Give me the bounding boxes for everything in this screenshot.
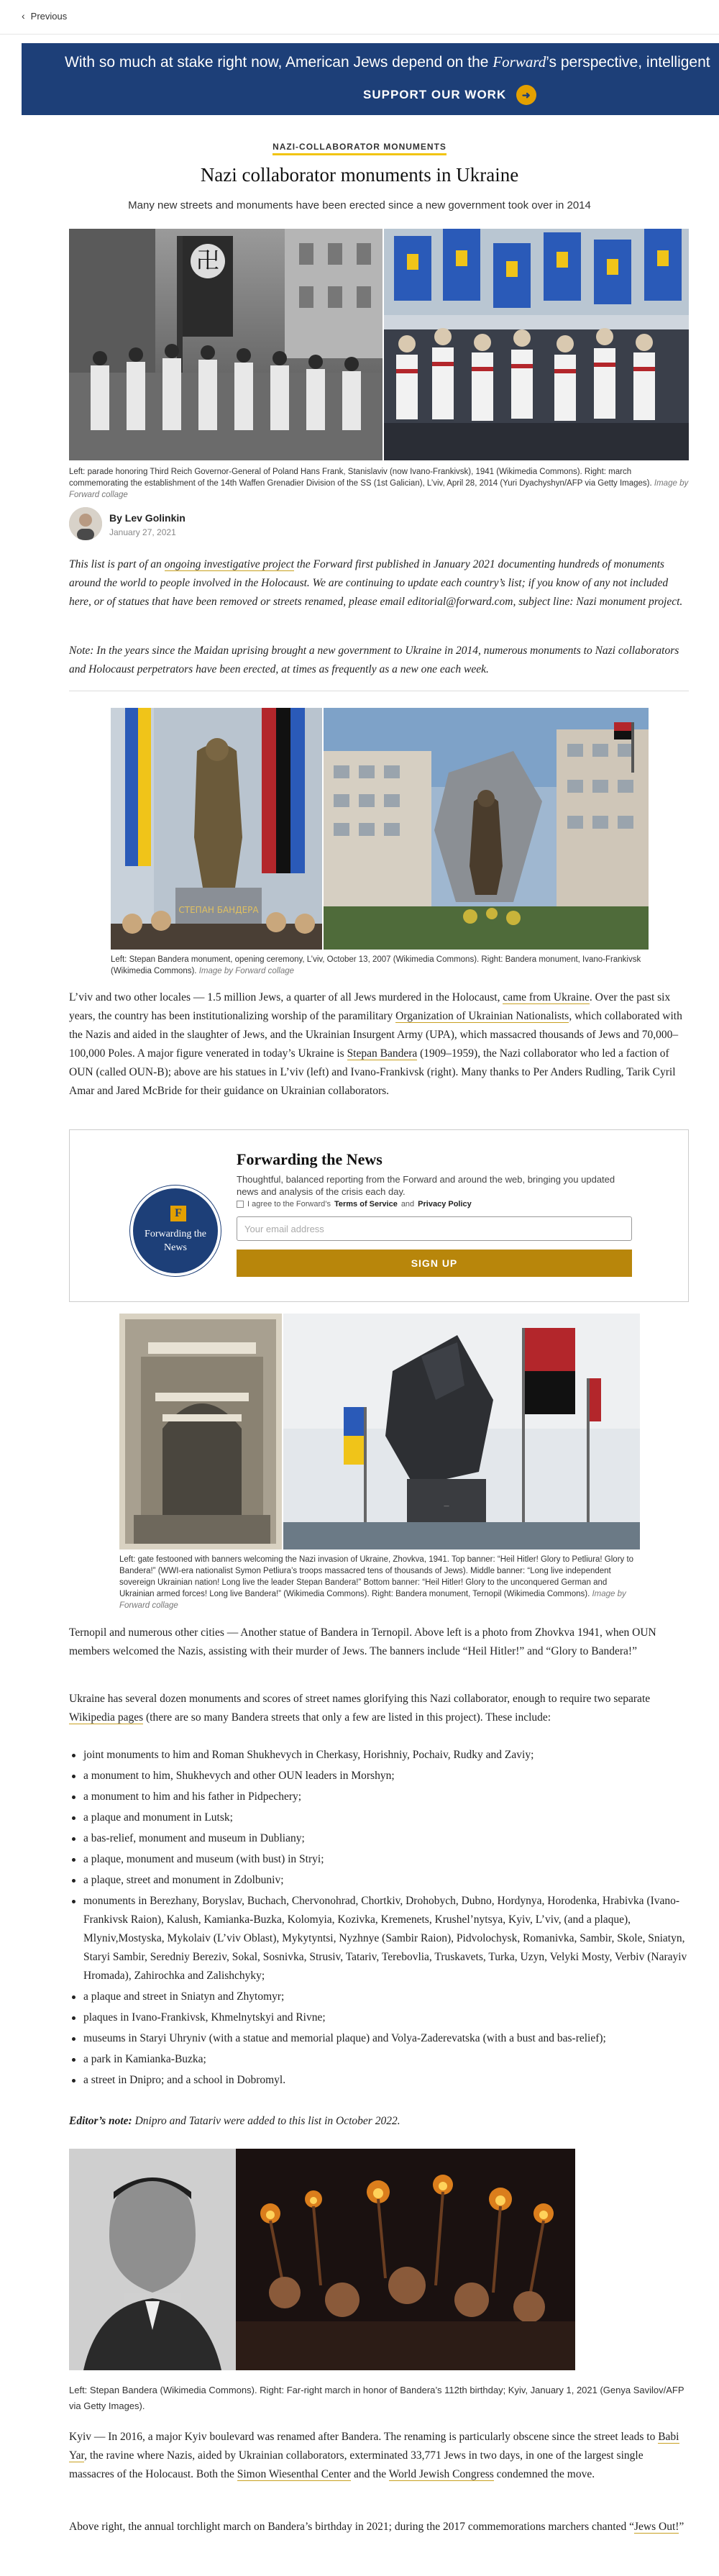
forward-logo-icon: F <box>170 1206 186 1221</box>
list-item: a monument to him and his father in Pidpechery; <box>69 1788 689 1806</box>
list-item: a park in Kamianka-Buzka; <box>69 2050 689 2069</box>
bandera-march-image <box>69 2149 575 2370</box>
world-jewish-congress-link[interactable]: World Jewish Congress <box>388 2468 494 2480</box>
newsletter-title: Forwarding the News <box>237 1150 383 1168</box>
banner-message: With so much at stake right now, American Jews depend on the Forward’s perspective, intelligent <box>65 53 710 70</box>
lviv-paragraph: L’viv and two other locales — 1.5 million Jews, a quarter of all Jews murdered in the Holocaust, came from Ukraine. Over the past six years, the country has been institutionalizing worship of the paramilitary Organization of Ukrainian Nationalists, which collaborated with the Nazis and aided in the slaughter of Jews, and the Ukrainian Insurgent Army (UPA), which massacred thousands of Jews and 70,000–100,000 Poles. A major figure venerated in today’s Ukraine is Stepan Bandera (1909–1959), the Nazi collaborator who led a faction of OUN (called OUN-B); above are his statues in L’viv (left) and Ivano-Frankivsk (right). Many thanks to Per Anders Rudling, Tarik Cyril Amar and Jared McBride for their guidance on Ukrainian collaborators. <box>69 991 682 1097</box>
came-from-ukraine-link[interactable]: came from Ukraine <box>503 991 590 1003</box>
intro-paragraph: This list is part of an ongoing investigative project the Forward first published in January 2021 documenting hundreds of monuments around the world to people involved in the Holocaust. We are continuing to update each country’s list; if you know of any not included here, or of statues that have been removed or streets renamed, please email editorial@forward.com, subject line: Nazi monument project. <box>69 558 683 608</box>
support-label: SUPPORT OUR WORK <box>363 88 507 101</box>
note-paragraph: Note: In the years since the Maidan uprising brought a new government to Ukraine in 2014, numerous monuments to Nazi collaborators and Holocaust perpetrators have been erected, at times as frequently as a new one each week. <box>69 645 679 675</box>
lead-image <box>69 229 689 460</box>
kyiv-paragraph: Kyiv — In 2016, a major Kyiv boulevard was renamed after Bandera. The renaming is particularly obscene since the street leads to Babi Yar, the ravine where Nazis, aided by Ukrainian collaborators, exterminated 33,771 Jews in two days, in one of the largest single massacres of the Holocaust. Both the Simon Wiesenthal Center and the World Jewish Congress condemned the move. <box>69 2431 679 2480</box>
torchlight-paragraph: Above right, the annual torchlight march on Bandera’s birthday in 2021; during the 2017 commemorations marchers chanted “Jews Out!” <box>69 2521 684 2533</box>
list-item: a plaque, monument and museum (with bust) in Stryi; <box>69 1850 689 1869</box>
wiesenthal-center-link[interactable]: Simon Wiesenthal Center <box>237 2468 352 2480</box>
svg-text:卍: 卍 <box>196 247 220 274</box>
author-avatar[interactable] <box>69 507 102 540</box>
babi-yar-link[interactable]: Babi Yar <box>69 2431 679 2462</box>
newsletter-signup <box>69 1129 689 1302</box>
terms-agreement: I agree to the Forward’s Terms of Service and Privacy Policy <box>237 1200 472 1209</box>
author-name[interactable]: By Lev Golinkin <box>109 512 186 524</box>
signup-button[interactable]: SIGN UP <box>237 1250 632 1277</box>
donation-banner[interactable] <box>22 43 719 115</box>
agree-checkbox[interactable] <box>237 1201 244 1208</box>
previous-label: Previous <box>30 10 68 22</box>
lead-image-credit: Image by Forward collage <box>69 479 689 499</box>
newsletter-badge <box>130 1185 221 1276</box>
privacy-link[interactable]: Privacy Policy <box>418 1200 472 1209</box>
kicker-link[interactable]: NAZI-COLLABORATOR MONUMENTS <box>273 142 446 155</box>
lead-image-caption: Left: parade honoring Third Reich Governor-General of Poland Hans Frank, Stanislaviv (now Ivano-Frankivsk), 1941 (Wikimedia Commons). Right: march commemorating the establishment of the 14th Waffen Grenadier Division of the SS (1st Galician), L’viv, April 28, 2014 (Yuri Dyachyshyn/AFP via Getty Images). Image by Forward collage <box>69 468 689 499</box>
author-portrait <box>69 507 102 540</box>
bandera-monuments-caption: Left: Stepan Bandera monument, opening ceremony, L’viv, October 13, 2007 (Wikimedia Commons). Right: Bandera monument, Ivano-Frankivsk (Wikimedia Commons). Image by Forward collage <box>111 955 641 975</box>
list-item: a plaque and monument in Lutsk; <box>69 1808 689 1827</box>
investigative-project-link[interactable]: ongoing investigative project <box>164 558 294 570</box>
bandera-collage-art <box>111 708 649 950</box>
page-title: Nazi collaborator monuments in Ukraine <box>200 164 519 186</box>
bandera-march-caption: Left: Stepan Bandera (Wikimedia Commons). Right: Far-right march in honor of Bandera’s 112th birthday; Kyiv, January 1, 2021 (Genya Savilov/AFP via Getty Images). <box>69 2385 684 2411</box>
list-item: a monument to him, Shukhevych and other OUN leaders in Morshyn; <box>69 1767 689 1785</box>
list-item: a plaque and street in Sniatyn and Zhytomyr; <box>69 1988 689 2006</box>
list-item: a bas-relief, monument and museum in Dubliany; <box>69 1829 689 1848</box>
previous-link[interactable] <box>22 10 67 22</box>
top-nav <box>0 0 719 35</box>
support-button[interactable] <box>363 85 536 105</box>
jews-out-link[interactable]: Jews Out! <box>633 2521 679 2533</box>
newsletter-description: Thoughtful, balanced reporting from the Forward and around the web, bringing you updated news and analysis of the crisis each day. <box>237 1174 615 1197</box>
wikipedia-pages-link[interactable]: Wikipedia pages <box>69 1711 144 1724</box>
zhovkva-ternopil-credit: Image by Forward collage <box>119 1590 626 1610</box>
monument-inscription: СТЕПАН БАНДЕРА <box>178 905 259 915</box>
bandera-monuments-image <box>111 708 649 950</box>
zhovkva-ternopil-image <box>119 1314 640 1549</box>
email-input[interactable] <box>237 1216 632 1241</box>
zhovkva-collage-art <box>119 1314 640 1549</box>
publish-date: January 27, 2021 <box>109 527 176 537</box>
list-item: a plaque, street and monument in Zdolbuniv; <box>69 1871 689 1890</box>
list-item: museums in Staryi Uhryniv (with a statue and memorial plaque) and Volya-Zaderevatska (with a bust and bas-relief); <box>69 2029 689 2048</box>
svg-text:—: — <box>444 1503 449 1509</box>
arrow-right-icon: ➜ <box>516 85 536 105</box>
kicker <box>0 140 719 153</box>
oun-link[interactable]: Organization of Ukrainian Nationalists <box>395 1010 569 1022</box>
zhovkva-ternopil-caption: Left: gate festooned with banners welcoming the Nazi invasion of Ukraine, Zhovkva, 1941. Top banner: “Heil Hitler! Glory to Petliura! Glory to Bandera!” (WWI-era nationalist Symon Petliura’s troops massacred tens of thousands of Jews). Middle banner: “Long live independent sovereign Ukrainian nation! Long live the leader Stepan Bandera!” Bottom banner: “Heil Hitler! Glory to the unconquered German and Ukrainian armed forces! Long live Bandera!” (Wikimedia Commons). Right: Bandera monument, Ternopil (Wikimedia Commons). Image by Forward collage <box>119 1555 634 1610</box>
terms-link[interactable]: Terms of Service <box>334 1200 398 1209</box>
list-item: plaques in Ivano-Frankivsk, Khmelnytskyi and Rivne; <box>69 2008 689 2027</box>
lead-collage-art <box>69 229 689 460</box>
editors-note: Editor’s note: Dnipro and Tatariv were added to this list in October 2022. <box>69 2115 400 2127</box>
monument-list <box>69 1746 689 2092</box>
stepan-bandera-link[interactable]: Stepan Bandera <box>347 1047 418 1060</box>
subtitle: Many new streets and monuments have been erected since a new government took over in 2014 <box>128 199 591 211</box>
ternopil-paragraph: Ternopil and numerous other cities — Another statue of Bandera in Ternopil. Above left is a photo from Zhovkva 1941, when OUN members welcomed the Nazis, assisting with their murder of Jews. The banners include “Heil Hitler!” and “Glory to Bandera!” <box>69 1626 656 1657</box>
wikipedia-paragraph: Ukraine has several dozen monuments and scores of street names glorifying this Nazi collaborator, enough to require two separate Wikipedia pages (there are so many Bandera streets that only a few are listed in this project). These include: <box>69 1693 651 1724</box>
chevron-left-icon: ‹ <box>22 10 25 22</box>
bandera-monuments-credit: Image by Forward collage <box>198 967 295 975</box>
bandera-march-art <box>69 2149 575 2370</box>
list-item: monuments in Berezhany, Boryslav, Buchach, Chervonohrad, Chortkiv, Drohobych, Dubno, Hordynya, Horodenka, Hrabivka (Ivano-Frankivsk Raion), Kalush, Kamianka-Buzka, Kolomyia, Kozivka, Kremenets, Krushel’nytsya, Kyiv, L’viv, (and a plaque), Mlyniv,Mostyska, Mykolaiv (L’viv Oblast), Mykytyntsi, Nyzhnye (Sambir Raion), Pidvolochysk, Romanivka, Sambir, Skole, Sniatyn, Staryi Sambir, Seredniy Berezіv, Sokal, Sosnivka, Strusiv, Tatariv, Terebovlia, Truskavets, Turka, Uzyn, Velyki Mosty, Verbiv (Narayiv Hromada), Zahirochka and Zalishchyky; <box>69 1892 689 1985</box>
list-item: a street in Dnipro; and a school in Dobromyl. <box>69 2071 689 2090</box>
newsletter-badge-text: Forwarding the News <box>145 1229 206 1253</box>
list-item: joint monuments to him and Roman Shukhevych in Cherkasy, Horishniy, Pochaiv, Rudky and Zaviy; <box>69 1746 689 1765</box>
